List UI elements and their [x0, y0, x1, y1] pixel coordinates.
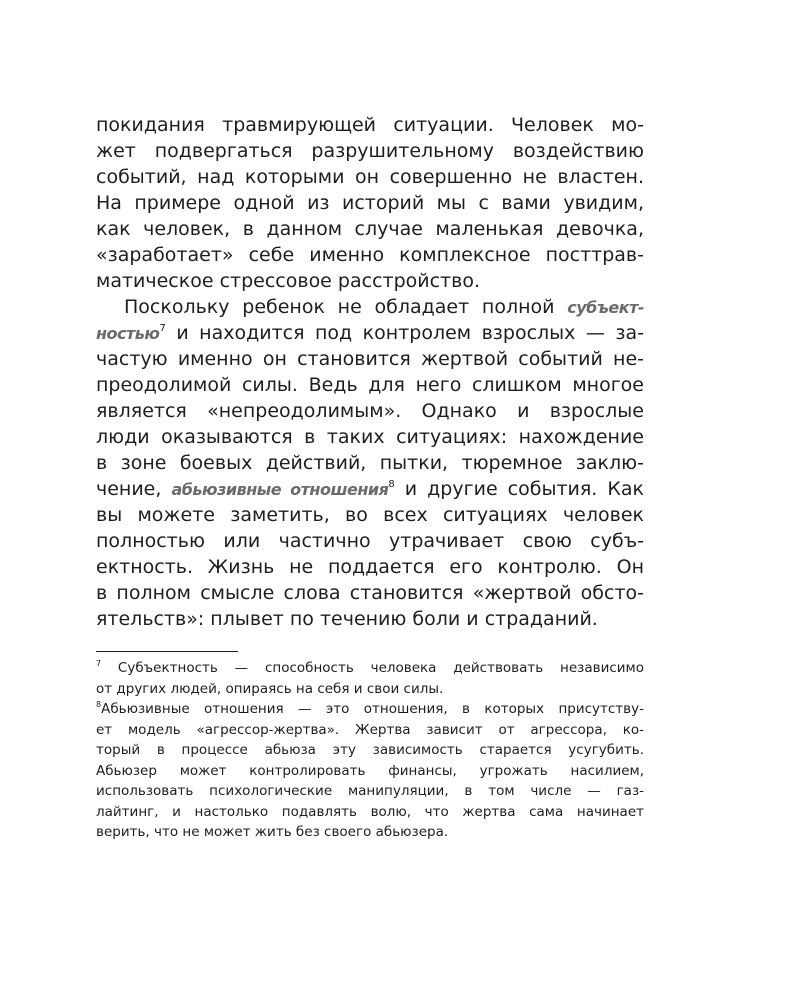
text-line: в зоне боевых действий, пытки, тюремное заклю- [96, 452, 644, 474]
footnotes [96, 658, 644, 843]
footnote-line: верить, что не может жить без своего абьюзера. [96, 824, 449, 840]
text-line: как человек, в данном случае маленькая девочка, [96, 218, 644, 240]
text-line: матическое стрессовое расстройство. [96, 270, 480, 292]
highlighted-term: субъект- [567, 298, 644, 317]
footnote-line [96, 699, 644, 720]
footnote-line: от других людей, опираясь на себя и свои силы. [96, 680, 444, 697]
footnote-line: лайтинг, и настолько подавлять волю, что жертва сама начинает [96, 803, 644, 820]
line-text: и другие события. Как [394, 478, 644, 500]
line-text: и находится под контролем взрослых — за- [165, 322, 644, 344]
main-text [96, 112, 644, 632]
footnote-8 [96, 699, 644, 843]
highlighted-term: абьюзивные отношения [171, 480, 389, 499]
footnote-line: использовать психологические манипуляции, в том числе — газ- [96, 783, 644, 799]
footnote-line: торый в процессе абьюза эту зависимость старается усугубить. [96, 742, 644, 758]
text-line: является «непреодолимым». Однако и взрослые [96, 400, 644, 422]
footnote-line: Абьюзер может контролировать финансы, угрожать насилием, [96, 762, 644, 779]
text-line: На примере одной из историй мы с вами увидим, [96, 192, 644, 214]
footnote-number: 7 [96, 659, 102, 668]
text-line: покидания травмирующей ситуации. Человек мо- [96, 114, 644, 136]
text-line: событий, над которыми он совершенно не властен. [96, 166, 644, 188]
text-line: люди оказываются в таких ситуациях: нахождение [96, 426, 644, 448]
footnote-text: Субъектность — способность человека действовать независимо [101, 660, 644, 676]
text-line: ектность. Жизнь не поддается его контролю. Он [96, 556, 644, 578]
footnote-7 [96, 658, 644, 699]
text-line [96, 320, 644, 346]
footnote-ref-8[interactable]: 8 [388, 479, 395, 490]
footnote-line [96, 658, 644, 679]
text-line: в полном смысле слова становится «жертвой обсто- [96, 582, 644, 604]
footnote-line: ет модель «агрессор-жертва». Жертва зависит от агрессора, ко- [96, 721, 644, 738]
text-line [96, 294, 644, 320]
footnote-text: Абьюзивные отношения — это отношения, в которых присутству- [101, 701, 644, 717]
footnote-number: 8 [96, 700, 102, 709]
line-text: Поскольку ребенок не обладает полной [124, 296, 555, 318]
text-line [96, 476, 644, 502]
text-line: частую именно он становится жертвой событий не- [96, 348, 644, 370]
paragraph-1 [96, 112, 644, 294]
text-line: «заработает» себе именно комплексное посттрав- [96, 244, 644, 266]
text-line: полностью или частично утрачивает свою субъ- [96, 530, 644, 552]
text-line: ятельств»: плывет по течению боли и страданий. [96, 608, 598, 630]
footnote-ref-7[interactable]: 7 [159, 323, 166, 334]
footnote-divider [96, 651, 238, 652]
line-text: чение, [96, 478, 172, 500]
text-line: преодолимой силы. Ведь для него слишком многое [96, 374, 644, 396]
text-line: жет подвергаться разрушительному воздействию [96, 140, 644, 162]
highlighted-term: ностью [96, 324, 160, 343]
paragraph-2 [96, 294, 644, 632]
text-line: вы можете заметить, во всех ситуациях человек [96, 504, 644, 526]
